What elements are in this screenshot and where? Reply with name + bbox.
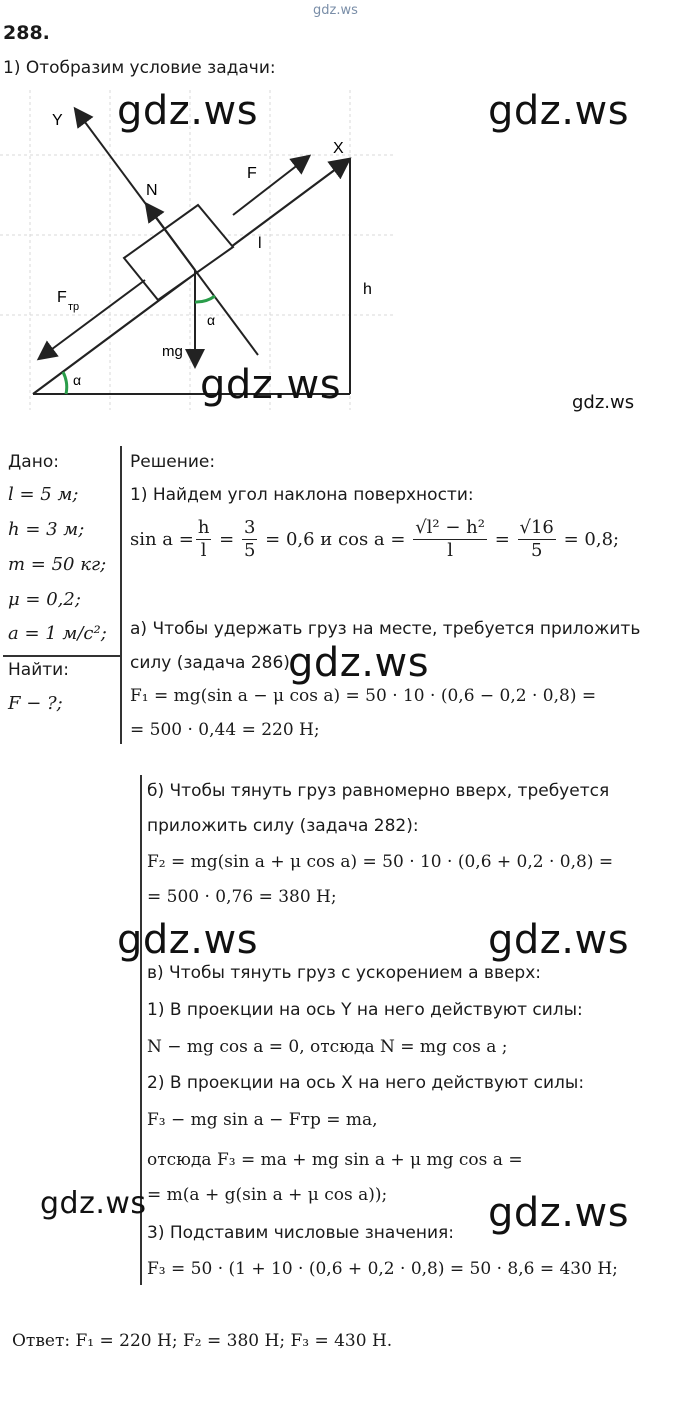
- sin-label: sin a =: [130, 529, 194, 550]
- watermark: gdz.ws: [488, 1190, 630, 1236]
- watermark-top: gdz.ws: [313, 3, 358, 18]
- part-c-line1: в) Чтобы тянуть груз с ускорением a вверх:: [147, 963, 542, 983]
- find-value: F − ?;: [8, 693, 63, 714]
- part-c-line6: отсюда F₃ = ma + mg sin a + μ mg cos a =: [147, 1150, 523, 1170]
- given-line: μ = 0,2;: [8, 589, 81, 610]
- frac-sqrt: $\frac{\text{√l² − h²}}{l}$: [415, 517, 485, 561]
- label-f: F: [247, 165, 257, 182]
- part-c-line3: N − mg cos a = 0, отсюда N = mg cos a ;: [147, 1037, 508, 1057]
- label-ftr-sub: тр: [68, 301, 80, 313]
- given-divider: [120, 446, 122, 744]
- label-x: X: [333, 140, 344, 157]
- given-line: a = 1 м/с²;: [8, 623, 107, 644]
- problem-number: 288.: [3, 22, 50, 44]
- label-n: N: [146, 182, 158, 199]
- given-line: l = 5 м;: [8, 484, 79, 505]
- angle-arc-base: [63, 372, 67, 394]
- part-b-line1: б) Чтобы тянуть груз равномерно вверх, требуется: [147, 781, 610, 801]
- label-mg: mg: [162, 343, 183, 360]
- find-divider: [3, 655, 120, 657]
- solution-title: Решение:: [130, 452, 216, 472]
- cos-result: = 0,8;: [563, 529, 620, 550]
- cos-label: = 0,6 и cos a =: [265, 529, 406, 550]
- step1-text: 1) Отобразим условие задачи:: [3, 58, 276, 78]
- label-alpha-block: α: [207, 312, 216, 328]
- given-line: m = 50 кг;: [8, 554, 107, 575]
- block: [124, 205, 233, 300]
- frac-h-l: $\frac{h}{l}$: [197, 517, 210, 561]
- part-b-line2: приложить силу (задача 282):: [147, 816, 419, 836]
- answer: Ответ: F₁ = 220 Н; F₂ = 380 Н; F₃ = 430 Н.: [12, 1331, 393, 1351]
- part-a-line1: а) Чтобы удержать груз на месте, требуется приложить: [130, 619, 641, 639]
- part-b-line4: = 500 · 0,76 = 380 Н;: [147, 887, 337, 907]
- watermark: gdz.ws: [488, 917, 630, 963]
- given-title: Дано:: [8, 452, 59, 472]
- watermark: gdz.ws: [288, 640, 430, 686]
- solution-step1: 1) Найдем угол наклона поверхности:: [130, 485, 474, 505]
- label-alpha-base: α: [73, 372, 82, 388]
- label-ftr: F: [57, 289, 67, 306]
- label-y: Y: [52, 112, 63, 129]
- frac-3-5: $\frac{3}{5}$: [243, 517, 256, 561]
- part-a-line3: F₁ = mg(sin a − μ cos a) = 50 · 10 · (0,6 − 0,2 · 0,8) =: [130, 686, 597, 706]
- part-c-line5: F₃ − mg sin a − Fтр = ma,: [147, 1110, 378, 1130]
- part-a-line4: = 500 · 0,44 = 220 Н;: [130, 720, 320, 740]
- label-h: h: [363, 281, 372, 298]
- watermark: gdz.ws: [117, 88, 259, 134]
- angle-arc-block: [195, 296, 215, 302]
- part-c-line4: 2) В проекции на ось X на него действуют силы:: [147, 1073, 585, 1093]
- part-c-line8: 3) Подставим числовые значения:: [147, 1223, 454, 1243]
- angle-formula: sin a = $\frac{h}{l}$ = $\frac{3}{5}$ = 0,6 и cos a = $\frac{\text{√l² − h²}}{l}$ = $\frac{√16}{5}$ = 0,8;: [130, 517, 620, 561]
- friction-arrow: [40, 280, 145, 358]
- part-b-line3: F₂ = mg(sin a + μ cos a) = 50 · 10 · (0,6 + 0,2 · 0,8) =: [147, 852, 614, 872]
- watermark: gdz.ws: [117, 917, 259, 963]
- part-c-line2: 1) В проекции на ось Y на него действуют силы:: [147, 1000, 583, 1020]
- part-a-line2: силу (задача 286):: [130, 653, 296, 673]
- watermark: gdz.ws: [40, 1186, 147, 1221]
- given-line: h = 3 м;: [8, 519, 85, 540]
- watermark: gdz.ws: [488, 88, 630, 134]
- frac-sqrt16: $\frac{√16}{5}$: [519, 517, 554, 561]
- label-l: l: [258, 235, 262, 252]
- part-c-line7: = m(a + g(sin a + μ cos a));: [147, 1185, 388, 1205]
- find-title: Найти:: [8, 660, 69, 680]
- watermark: gdz.ws: [200, 362, 342, 408]
- part-c-line9: F₃ = 50 · (1 + 10 · (0,6 + 0,2 · 0,8) = 50 · 8,6 = 430 Н;: [147, 1259, 618, 1279]
- watermark-small: gdz.ws: [572, 392, 635, 413]
